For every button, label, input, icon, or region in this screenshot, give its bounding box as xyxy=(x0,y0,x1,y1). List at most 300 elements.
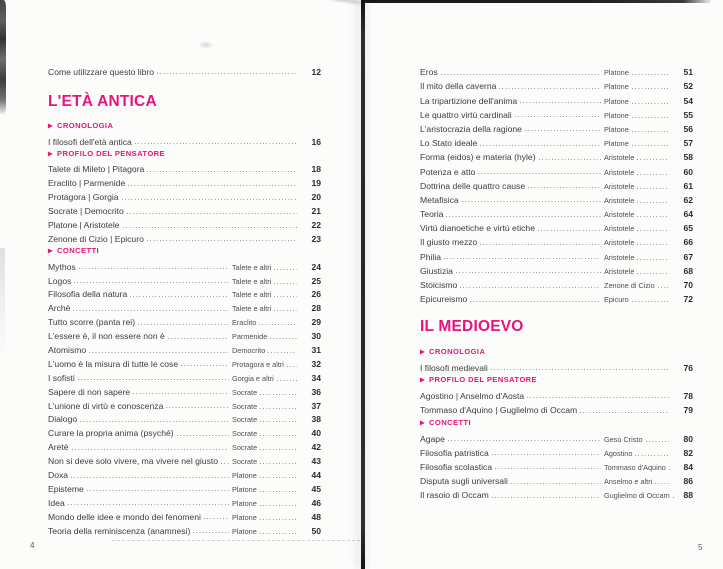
entry-page-number: 36 xyxy=(311,386,321,397)
dot-leader xyxy=(444,258,601,259)
dot-leader xyxy=(166,407,229,408)
attribution-name: Socrate xyxy=(232,401,258,411)
dot-leader xyxy=(270,338,297,339)
toc-entry-row xyxy=(48,216,321,230)
dot-leader xyxy=(637,188,669,189)
dot-leader xyxy=(260,421,297,422)
attribution-name: Socrate xyxy=(232,387,258,397)
entry-page-number: 52 xyxy=(683,81,693,92)
entry-page-number: 80 xyxy=(683,433,693,444)
attribution-name: Platone xyxy=(232,526,257,536)
attribution-name: Platone xyxy=(604,68,629,78)
entry-title: Disputa sugli universali xyxy=(420,476,508,487)
entry-attribution-cell xyxy=(604,295,672,304)
attribution-name: Parmenide xyxy=(232,332,268,342)
subsection-heading xyxy=(420,415,693,429)
subsection-heading-label: CRONOLOGIA xyxy=(57,121,114,131)
dot-leader xyxy=(499,88,601,89)
entry-title: L'essere è, il non essere non è xyxy=(48,331,165,342)
attribution-name: Aristotele xyxy=(604,195,635,205)
entry-page-number: 79 xyxy=(683,405,693,416)
entry-attribution-cell xyxy=(604,267,672,276)
toc-entry-row xyxy=(420,106,693,120)
entry-title: Stoicismo xyxy=(420,280,458,290)
triangle-bullet-icon: ▶ xyxy=(48,248,54,255)
dot-leader xyxy=(130,296,229,297)
dot-leader xyxy=(133,393,229,394)
toc-column-right xyxy=(420,63,693,500)
entry-page-number: 45 xyxy=(311,483,321,494)
attribution-name: Gesù Cristo xyxy=(604,434,643,444)
dot-leader xyxy=(491,369,669,370)
dot-leader xyxy=(147,240,297,241)
toc-entry-row xyxy=(420,134,693,148)
entry-page-number: 61 xyxy=(683,180,693,191)
dot-leader xyxy=(260,463,297,464)
attribution-name: Platone xyxy=(604,139,629,149)
entry-title: Eraclito | Parmenide xyxy=(48,178,126,189)
dot-leader xyxy=(635,455,669,456)
entry-title: Teoria xyxy=(420,209,444,220)
dot-leader xyxy=(128,185,297,186)
toc-entry-row xyxy=(420,458,693,472)
attribution-name: Epicuro xyxy=(604,295,629,305)
dot-leader xyxy=(260,491,297,492)
entry-page-number: 30 xyxy=(311,331,321,342)
dot-leader xyxy=(268,352,297,353)
entry-attribution-cell xyxy=(604,125,672,134)
entry-page-number: 12 xyxy=(311,66,321,77)
attribution-name: Guglielmo di Occam xyxy=(604,491,670,501)
toc-entry-row xyxy=(48,174,321,188)
entry-page-number: 65 xyxy=(683,223,693,234)
dot-leader xyxy=(260,533,297,534)
book-spine xyxy=(361,0,365,569)
entry-attribution-cell xyxy=(232,290,300,299)
entry-page-number: 84 xyxy=(683,461,693,472)
toc-entry-row xyxy=(420,191,693,205)
dot-leader xyxy=(480,145,601,146)
entry-title: Potenza e atto xyxy=(420,166,476,177)
toc-entry-row xyxy=(420,205,693,219)
dot-leader xyxy=(193,532,229,533)
dot-leader xyxy=(528,187,601,188)
dot-leader xyxy=(646,441,669,442)
dot-leader xyxy=(221,463,229,464)
entry-title: Atomismo xyxy=(48,345,87,356)
toc-entry-row xyxy=(420,387,693,401)
dot-leader xyxy=(632,131,669,132)
entry-attribution-cell xyxy=(604,491,672,500)
dot-leader xyxy=(470,301,601,302)
dot-leader xyxy=(637,244,669,245)
toc-entry-row xyxy=(420,219,693,233)
entry-attribution-cell xyxy=(604,68,672,77)
dot-leader xyxy=(460,287,601,288)
subsection-heading-label: PROFILO DEL PENSATORE xyxy=(57,149,165,159)
dot-leader xyxy=(632,301,669,302)
subsection-heading-label: PROFILO DEL PENSATORE xyxy=(429,375,537,385)
entry-page-number: 70 xyxy=(683,280,693,290)
entry-attribution-cell xyxy=(604,153,672,162)
entry-title: Doxa xyxy=(48,470,69,481)
entry-title: Mondo delle idee e mondo dei fenomeni xyxy=(48,511,201,522)
dot-leader xyxy=(135,143,297,144)
entry-page-number: 48 xyxy=(311,511,321,522)
entry-title: Epicureismo xyxy=(420,294,468,305)
dot-leader xyxy=(539,159,601,160)
dot-leader xyxy=(74,282,229,283)
dot-leader xyxy=(637,273,669,274)
dot-leader xyxy=(637,216,669,217)
dot-leader xyxy=(632,103,669,104)
dot-leader xyxy=(89,352,229,353)
dot-leader xyxy=(68,504,229,505)
entry-page-number: 16 xyxy=(311,136,321,147)
dot-leader xyxy=(87,490,229,491)
dot-leader xyxy=(527,397,669,398)
entry-page-number: 26 xyxy=(311,289,321,300)
entry-page-number: 76 xyxy=(683,362,693,373)
entry-title: I filosofi medievali xyxy=(420,362,488,373)
toc-entry-row xyxy=(48,202,321,216)
entry-attribution-cell xyxy=(604,168,672,177)
entry-title: Le quattro virtù cardinali xyxy=(420,109,512,120)
entry-page-number: 64 xyxy=(683,209,693,220)
entry-page-number: 38 xyxy=(311,414,321,425)
dot-leader xyxy=(80,421,229,422)
entry-page-number: 37 xyxy=(311,400,321,411)
entry-title: Socrate | Democrito xyxy=(48,206,124,217)
entry-title: Il giusto mezzo xyxy=(420,237,478,248)
dot-leader xyxy=(123,227,297,228)
toc-entry-row xyxy=(420,77,693,91)
toc-entry-row xyxy=(420,290,693,304)
attribution-name: Aristotele xyxy=(604,224,635,234)
entry-attribution-cell xyxy=(604,435,672,444)
toc-entry-row xyxy=(48,383,321,397)
toc-entry-row xyxy=(420,358,693,372)
entry-page-number: 82 xyxy=(683,447,693,458)
entry-page-number: 31 xyxy=(311,345,321,356)
dot-leader xyxy=(260,408,297,409)
dot-leader xyxy=(78,379,229,380)
toc-entry-row xyxy=(420,148,693,162)
attribution-name: Aristotele xyxy=(604,210,635,220)
dot-leader xyxy=(72,449,229,450)
toc-entry-row xyxy=(48,327,321,341)
subsection-heading xyxy=(420,344,693,358)
dot-leader xyxy=(181,365,229,366)
dot-leader xyxy=(456,272,601,273)
attribution-name: Eraclito xyxy=(232,318,257,328)
dot-leader xyxy=(79,268,229,269)
entry-attribution-cell xyxy=(604,477,672,486)
entry-attribution-cell xyxy=(232,402,300,411)
dot-leader xyxy=(259,324,297,325)
entry-title: L'uomo è la misura di tutte le cose xyxy=(48,358,179,369)
subsection-heading-label: CRONOLOGIA xyxy=(429,346,486,356)
section-heading: L'ETÀ ANTICA xyxy=(48,92,157,110)
entry-title: L'unione di virtù e conoscenza xyxy=(48,400,164,411)
toc-entry-row xyxy=(48,522,321,536)
dot-leader xyxy=(71,477,229,478)
toc-entry-row xyxy=(48,341,321,355)
entry-title: Agostino | Anselmo d'Aosta xyxy=(420,390,525,401)
entry-page-number: 68 xyxy=(683,265,693,276)
toc-entry-row xyxy=(48,452,321,466)
dot-leader xyxy=(495,468,601,469)
attribution-name: Aristotele xyxy=(604,153,635,163)
attribution-name: Democrito xyxy=(232,346,266,356)
page-number-left: 4 xyxy=(30,541,35,550)
toc-entry-row xyxy=(420,429,693,443)
dot-leader xyxy=(177,435,229,436)
dot-leader xyxy=(637,202,669,203)
entry-attribution-cell xyxy=(232,360,300,369)
dot-leader xyxy=(632,117,669,118)
dot-leader xyxy=(515,116,601,117)
entry-page-number: 42 xyxy=(311,442,321,453)
entry-title: Giustizia xyxy=(420,265,453,276)
attribution-name: Anselmo e altri xyxy=(604,477,653,487)
dot-leader xyxy=(632,145,669,146)
dot-leader xyxy=(446,216,601,217)
entry-page-number: 21 xyxy=(311,206,321,217)
toc-entry-row xyxy=(420,63,693,77)
entry-page-number: 67 xyxy=(683,251,693,262)
dot-leader xyxy=(274,283,297,284)
attribution-name: Platone xyxy=(232,512,257,522)
entry-title: Philia xyxy=(420,251,442,262)
toc-entry-row xyxy=(420,486,693,500)
attribution-name: Socrate xyxy=(232,415,258,425)
toc-entry-row xyxy=(420,120,693,134)
dot-leader xyxy=(441,74,601,75)
toc-entry-row xyxy=(420,162,693,176)
toc-entry-row xyxy=(420,233,693,247)
entry-title: Curare la propria anima (psyché) xyxy=(48,428,174,439)
entry-page-number: 32 xyxy=(311,358,321,369)
entry-page-number: 20 xyxy=(311,192,321,203)
entry-page-number: 66 xyxy=(683,237,693,248)
entry-page-number: 54 xyxy=(683,95,693,106)
entry-attribution-cell xyxy=(604,196,672,205)
subsection-heading xyxy=(48,244,321,258)
attribution-name: Platone xyxy=(604,82,629,92)
toc-entry-row xyxy=(420,262,693,276)
toc-entry-row xyxy=(48,508,321,522)
dot-leader xyxy=(525,130,601,131)
entry-attribution-cell xyxy=(232,263,300,272)
attribution-name: Protagora e altri xyxy=(232,359,284,369)
triangle-bullet-icon: ▶ xyxy=(48,123,54,130)
dot-leader xyxy=(122,199,297,200)
entry-title: Eros xyxy=(420,67,438,78)
entry-attribution-cell xyxy=(604,139,672,148)
entry-title: Agape xyxy=(420,433,445,444)
entry-page-number: 19 xyxy=(311,178,321,189)
entry-title: Virtù dianoetiche e virtù etiche xyxy=(420,223,535,234)
dot-leader xyxy=(260,394,297,395)
scan-artifact-top-streak xyxy=(322,0,366,5)
dot-leader xyxy=(260,435,297,436)
toc-entry-row xyxy=(48,424,321,438)
entry-page-number: 88 xyxy=(683,490,693,501)
toc-entry-row xyxy=(48,188,321,202)
entry-title: Dottrina delle quattro cause xyxy=(420,180,526,191)
subsection-heading xyxy=(48,147,321,161)
entry-title: Mythos xyxy=(48,261,76,272)
dot-leader xyxy=(480,244,601,245)
entry-attribution-cell xyxy=(604,210,672,219)
dot-leader xyxy=(492,454,601,455)
entry-page-number: 22 xyxy=(311,220,321,231)
toc-entry-row xyxy=(48,313,321,327)
dot-leader xyxy=(478,173,601,174)
entry-attribution-cell xyxy=(232,388,300,397)
entry-attribution-cell xyxy=(604,97,672,106)
entry-page-number: 24 xyxy=(311,261,321,272)
entry-page-number: 25 xyxy=(311,275,321,286)
entry-title: Filosofia scolastica xyxy=(420,461,493,472)
dot-leader xyxy=(138,324,229,325)
entry-title: Filosofia della natura xyxy=(48,289,128,300)
entry-attribution-cell xyxy=(604,224,672,233)
dot-leader xyxy=(73,310,229,311)
entry-title: Episteme xyxy=(48,483,84,494)
entry-page-number: 60 xyxy=(683,166,693,177)
dot-leader xyxy=(260,519,297,520)
entry-title: Platone | Aristotele xyxy=(48,220,120,231)
entry-page-number: 44 xyxy=(311,470,321,481)
toc-entry-row xyxy=(48,272,321,286)
dot-leader xyxy=(274,269,297,270)
attribution-name: Aristotele xyxy=(604,238,635,248)
dot-leader xyxy=(168,338,229,339)
attribution-name: Platone xyxy=(232,484,257,494)
dot-leader xyxy=(274,296,297,297)
entry-page-number: 55 xyxy=(683,109,693,120)
dot-leader xyxy=(157,73,297,74)
entry-title: Logos xyxy=(48,275,72,286)
entry-title: Forma (eidos) e materia (hyle) xyxy=(420,152,536,163)
entry-title: La tripartizione dell'anima xyxy=(420,95,518,106)
dot-leader xyxy=(538,230,601,231)
entry-title: I sofisti xyxy=(48,372,75,383)
triangle-bullet-icon: ▶ xyxy=(48,151,54,158)
toc-entry-row xyxy=(48,299,321,313)
entry-page-number: 34 xyxy=(311,372,321,383)
dot-leader xyxy=(637,259,669,260)
scan-artifact-left-edge xyxy=(0,0,6,114)
entry-page-number: 62 xyxy=(683,194,693,205)
entry-title: Tommaso d'Aquino | Guglielmo di Occam xyxy=(420,405,578,416)
entry-attribution-cell xyxy=(604,463,672,472)
entry-attribution-cell xyxy=(232,332,300,341)
dot-leader xyxy=(462,201,601,202)
entry-attribution-cell xyxy=(232,429,300,438)
toc-entry-row xyxy=(420,247,693,261)
triangle-bullet-icon: ▶ xyxy=(420,377,426,384)
entry-page-number: 50 xyxy=(311,525,321,536)
entry-attribution-cell xyxy=(604,111,672,120)
dot-leader xyxy=(287,366,297,367)
entry-attribution-cell xyxy=(604,281,672,290)
entry-title: Archè xyxy=(48,303,71,314)
dot-leader xyxy=(520,102,601,103)
dot-leader xyxy=(277,380,297,381)
attribution-name: Aristotele xyxy=(604,181,635,191)
entry-page-number: 78 xyxy=(683,390,693,401)
toc-column-left xyxy=(48,63,321,536)
toc-entry-row xyxy=(48,466,321,480)
entry-attribution-cell xyxy=(232,415,300,424)
attribution-name: Talete e altri xyxy=(232,290,272,300)
scan-artifact-smudge xyxy=(198,41,214,49)
toc-entry-row xyxy=(420,276,693,290)
scan-artifact-top-strip xyxy=(362,0,711,3)
toc-entry-row xyxy=(420,401,693,415)
attribution-name: Tommaso d'Aquino xyxy=(604,462,666,472)
entry-page-number: 58 xyxy=(683,152,693,163)
dot-leader xyxy=(655,483,669,484)
attribution-name: Talete e altri xyxy=(232,262,272,272)
dot-leader xyxy=(204,518,229,519)
entry-page-number: 86 xyxy=(683,476,693,487)
dot-leader xyxy=(147,171,297,172)
entry-attribution-cell xyxy=(232,346,300,355)
entry-attribution-cell xyxy=(604,253,672,262)
entry-page-number: 72 xyxy=(683,294,693,305)
attribution-name: Platone xyxy=(604,96,629,106)
attribution-name: Gorgia e altri xyxy=(232,373,274,383)
entry-attribution-cell xyxy=(232,374,300,383)
entry-title: Teoria della reminiscenza (anamnesi) xyxy=(48,525,191,536)
entry-title: Dialogo xyxy=(48,414,78,425)
dot-leader xyxy=(632,88,669,89)
dot-leader xyxy=(637,174,669,175)
toc-entry-row xyxy=(420,91,693,105)
attribution-name: Socrate xyxy=(232,443,258,453)
section-heading: IL MEDIOEVO xyxy=(420,318,524,336)
dot-leader xyxy=(511,483,601,484)
dot-leader xyxy=(448,440,601,441)
entry-page-number: 29 xyxy=(311,317,321,328)
entry-title: Zenone di Cizio | Epicuro xyxy=(48,233,144,244)
entry-title: Metafisica xyxy=(420,194,459,205)
dot-leader xyxy=(492,497,601,498)
entry-attribution-cell xyxy=(232,527,300,536)
entry-attribution-cell xyxy=(232,318,300,327)
entry-page-number: 23 xyxy=(311,233,321,244)
entry-attribution-cell xyxy=(604,238,672,247)
scan-artifact-left-edge-faint xyxy=(0,248,5,358)
toc-entry-row xyxy=(48,355,321,369)
subsection-heading-label: CONCETTI xyxy=(429,417,472,427)
dot-leader xyxy=(632,74,669,75)
entry-attribution-cell xyxy=(232,457,300,466)
entry-attribution-cell xyxy=(232,471,300,480)
attribution-name: Aristotele xyxy=(604,266,635,276)
entry-title: Tutto scorre (panta rei) xyxy=(48,317,136,328)
toc-entry-row xyxy=(48,480,321,494)
entry-page-number: 40 xyxy=(311,428,321,439)
entry-attribution-cell xyxy=(232,485,300,494)
entry-title: Non si deve solo vivere, ma vivere nel giusto xyxy=(48,456,219,467)
dot-leader xyxy=(637,230,669,231)
toc-entry-row xyxy=(48,369,321,383)
